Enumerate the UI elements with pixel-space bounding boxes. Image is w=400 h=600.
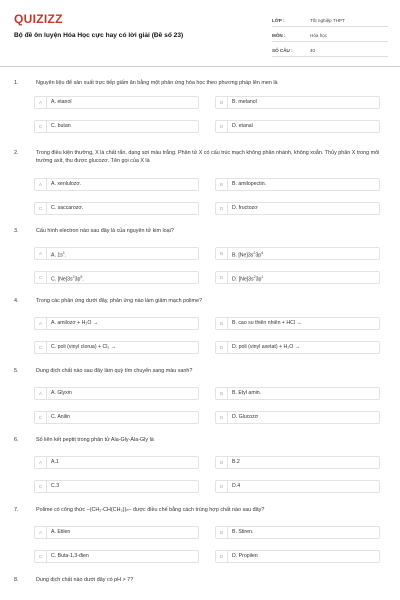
question-number: 5. — [14, 368, 19, 374]
option-text: C. saccarozơ. — [51, 205, 84, 211]
question-text: Dung dịch chất nào dưới đây có pH > 7? — [36, 577, 134, 583]
worksheet-header — [0, 0, 400, 62]
question-text: Nguyên liệu để sản xuất trực tiếp giấm ăn bằng một phản ứng hóa học theo phương pháp lên men là — [36, 80, 278, 86]
option-text: D. etanal — [232, 123, 253, 129]
option-letter: A — [35, 318, 47, 329]
option-letter: A — [35, 527, 47, 538]
option-a[interactable] — [34, 456, 199, 469]
option-d[interactable] — [215, 120, 380, 133]
option-d[interactable] — [215, 341, 380, 354]
option-letter: B — [216, 527, 228, 538]
meta-label: MÔN : — [272, 33, 286, 38]
option-b[interactable] — [215, 526, 380, 539]
option-text: D. Propilen — [232, 553, 258, 559]
question-number: 2. — [14, 150, 19, 156]
option-text: C.3 — [51, 483, 60, 489]
question-number: 1. — [14, 80, 19, 86]
option-text: C. Buta-1,3-đien — [51, 553, 89, 559]
option-text: D. fructozơ — [232, 205, 258, 211]
question-number: 4. — [14, 298, 19, 304]
option-text: B. Stiren. — [232, 529, 254, 535]
option-text: A. Glyxin — [51, 390, 72, 396]
option-text: D. $[Ne]3s^23p^1$ — [232, 275, 264, 283]
option-c[interactable] — [34, 411, 199, 424]
option-letter: A — [35, 97, 47, 108]
option-text: B.2 — [232, 459, 240, 465]
question-number: 7. — [14, 507, 19, 513]
option-letter: C — [35, 272, 47, 283]
option-letter: A — [35, 457, 47, 468]
option-a[interactable] — [34, 387, 199, 400]
option-text: B. Etyl amin. — [232, 390, 262, 396]
page-title: Bộ đề ôn luyện Hóa Học cực hay có lời giải (Đề số 23) — [14, 32, 184, 39]
meta-value: Hóa học — [310, 33, 328, 38]
option-text: D.4 — [232, 483, 241, 489]
option-text: B. metanol — [232, 99, 257, 105]
option-text: A. Etilen — [51, 529, 71, 535]
option-b[interactable] — [215, 456, 380, 469]
option-text: C. Anilin — [51, 414, 71, 420]
option-a[interactable] — [34, 317, 199, 330]
option-letter: A — [35, 388, 47, 399]
option-letter: B — [216, 388, 228, 399]
option-b[interactable] — [215, 317, 380, 330]
option-letter: C — [35, 412, 47, 423]
option-letter: C — [35, 121, 47, 132]
meta-subject-row — [272, 27, 388, 42]
option-letter: C — [35, 342, 47, 353]
option-c[interactable] — [34, 550, 199, 563]
question-text: Dung dịch chất nào sau đây làm quỳ tím chuyển sang màu xanh? — [36, 368, 193, 374]
option-text: C. butan — [51, 123, 71, 129]
option-letter: D — [216, 342, 228, 353]
option-a[interactable] — [34, 247, 199, 260]
option-text: B. $[Ne]3s^23p^4$ — [232, 251, 264, 259]
option-b[interactable] — [215, 387, 380, 400]
option-a[interactable] — [34, 526, 199, 539]
meta-label: LỚP : — [272, 18, 285, 23]
meta-value: Tốt nghiệp THPT — [310, 18, 345, 23]
option-letter: B — [216, 318, 228, 329]
option-text: A.1 — [51, 459, 59, 465]
question-text: Trong điều kiện thường, X là chất rắn, dạng sợi màu trắng. Phân tử X có cấu trúc mạch không phân nhánh, không xoắn. Thủy phân X trong môi trường axit, thu được glucozơ. Tên gọi của X là — [36, 150, 380, 164]
question-text: Số liên kết peptit trong phân tử Ala-Gly-Ala-Gly là — [36, 437, 154, 443]
option-text: C. $[Ne]3s^23p^5$. — [51, 275, 84, 283]
option-text: A. amilozơ + H₂O → — [51, 320, 99, 326]
question-number: 6. — [14, 437, 19, 443]
option-text: A. xenlulozơ. — [51, 181, 82, 187]
question-text: Polime có công thức –(CH₂-CH(CH₃))ₙ– được điều chế bằng cách trùng hợp chất nào sau đây? — [36, 507, 265, 513]
option-d[interactable] — [215, 480, 380, 493]
question-number: 8. — [14, 577, 19, 583]
option-c[interactable] — [34, 120, 199, 133]
option-letter: A — [35, 179, 47, 190]
meta-label: SỐ CÂU : — [272, 48, 293, 53]
header-divider — [0, 66, 400, 67]
option-text: D. Glucozơ — [232, 414, 259, 420]
option-c[interactable] — [34, 271, 199, 284]
option-letter: C — [35, 481, 47, 492]
quizizz-logo: QUIZIZZ — [14, 12, 63, 26]
option-c[interactable] — [34, 480, 199, 493]
meta-count-row — [272, 42, 388, 57]
question-text: Cấu hình electron nào sau đây là của nguyên tử kim loại? — [36, 228, 174, 234]
option-b[interactable] — [215, 247, 380, 260]
option-letter: B — [216, 457, 228, 468]
question-text: Trong các phản ứng dưới đây, phản ứng nào làm giảm mạch polime? — [36, 298, 202, 304]
option-text: D. poli (vinyl axetat) + H₂O → — [232, 344, 300, 350]
option-text: B. cao su thiên nhiên + HCl → — [232, 320, 302, 326]
option-d[interactable] — [215, 202, 380, 215]
option-letter: C — [35, 551, 47, 562]
option-letter: D — [216, 551, 228, 562]
option-d[interactable] — [215, 271, 380, 284]
option-a[interactable] — [34, 178, 199, 191]
option-letter: B — [216, 97, 228, 108]
option-letter: A — [35, 248, 47, 259]
option-a[interactable] — [34, 96, 199, 109]
option-c[interactable] — [34, 341, 199, 354]
question-number: 3. — [14, 228, 19, 234]
option-text: A. etanol — [51, 99, 72, 105]
option-letter: D — [216, 481, 228, 492]
option-letter: B — [216, 248, 228, 259]
option-d[interactable] — [215, 411, 380, 424]
meta-info — [272, 12, 388, 57]
option-b[interactable] — [215, 178, 380, 191]
option-d[interactable] — [215, 550, 380, 563]
meta-class-row — [272, 12, 388, 27]
option-letter: D — [216, 272, 228, 283]
option-letter: D — [216, 203, 228, 214]
option-letter: C — [35, 203, 47, 214]
option-b[interactable] — [215, 96, 380, 109]
option-letter: D — [216, 121, 228, 132]
meta-value: 40 — [310, 48, 316, 53]
option-letter: D — [216, 412, 228, 423]
option-letter: B — [216, 179, 228, 190]
option-text: C. poli (vinyl clorua) + Cl₂ → — [51, 344, 117, 350]
option-text: A. $1s^1$. — [51, 251, 67, 259]
option-text: B. amilopectin. — [232, 181, 267, 187]
option-c[interactable] — [34, 202, 199, 215]
